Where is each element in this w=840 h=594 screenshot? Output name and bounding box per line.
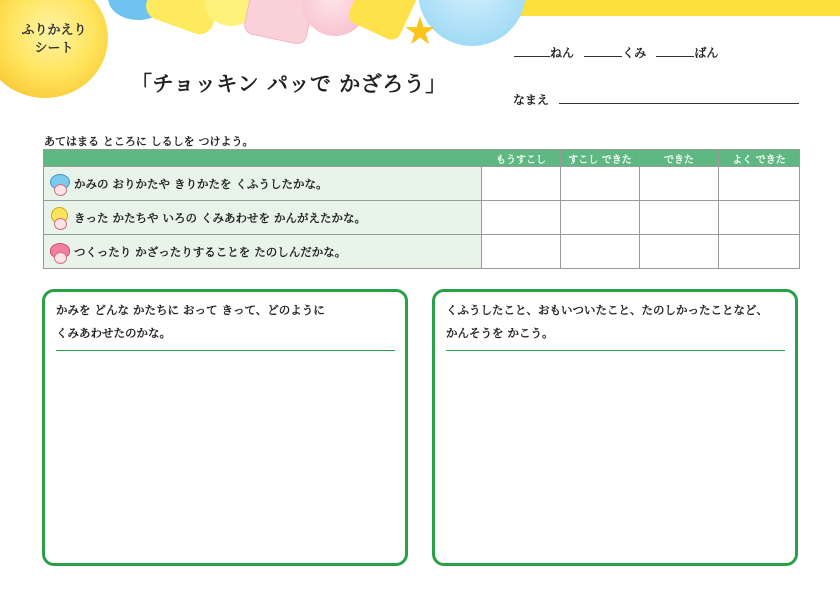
box-prompt: くふうしたこと、おもいついたこと、たのしかったことなど、 かんそうを かこう。 <box>446 303 768 340</box>
evaluation-table <box>43 149 800 269</box>
box-prompt: かみを どんな かたちに おって きって、どのように くみあわせたのかな。 <box>56 303 325 340</box>
check-cell[interactable] <box>561 167 640 201</box>
table-row <box>44 235 800 269</box>
class-fields: ねん くみ ばん <box>514 44 718 61</box>
name-field[interactable] <box>559 103 799 104</box>
check-cell[interactable] <box>482 235 561 269</box>
column-header: すこし できた <box>561 150 640 167</box>
badge-label: ふりかえり シート <box>21 23 87 56</box>
table-header-row <box>44 150 800 167</box>
check-cell[interactable] <box>719 235 800 269</box>
column-header: もうすこし <box>482 150 561 167</box>
column-header: できた <box>640 150 719 167</box>
name-row <box>513 91 799 108</box>
number-field[interactable] <box>656 56 694 57</box>
check-cell[interactable] <box>561 235 640 269</box>
top-yellow-bar <box>470 0 840 16</box>
check-cell[interactable] <box>640 201 719 235</box>
table-row <box>44 167 800 201</box>
name-label: なまえ <box>513 93 550 107</box>
table-row <box>44 201 800 235</box>
star-icon: ★ <box>403 9 438 53</box>
check-cell[interactable] <box>561 201 640 235</box>
check-cell[interactable] <box>482 167 561 201</box>
class-field[interactable] <box>584 56 622 57</box>
page-title: 「チョッキン パッで かざろう」 <box>131 72 447 96</box>
check-cell[interactable] <box>640 167 719 201</box>
writing-line <box>56 350 395 351</box>
row-label: きった かたちや いろの くみあわせを かんがえたかな。 <box>74 210 367 225</box>
grade-field[interactable] <box>514 56 550 57</box>
row-label: つくったり かざったりすることを たのしんだかな。 <box>74 244 347 259</box>
yellow-character-icon <box>50 206 68 230</box>
column-header: よく できた <box>719 150 800 167</box>
instruction-text: あてはまる ところに しるしを つけよう。 <box>44 135 254 148</box>
check-cell[interactable] <box>719 201 800 235</box>
check-cell[interactable] <box>719 167 800 201</box>
pink-character-icon <box>50 240 68 264</box>
check-cell[interactable] <box>482 201 561 235</box>
writing-line <box>446 350 785 351</box>
reflection-box-right[interactable] <box>432 289 798 566</box>
blue-character-icon <box>50 172 68 196</box>
check-cell[interactable] <box>640 235 719 269</box>
row-label: かみの おりかたや きりかたを くふうしたかな。 <box>74 176 328 191</box>
reflection-box-left[interactable] <box>42 289 408 566</box>
